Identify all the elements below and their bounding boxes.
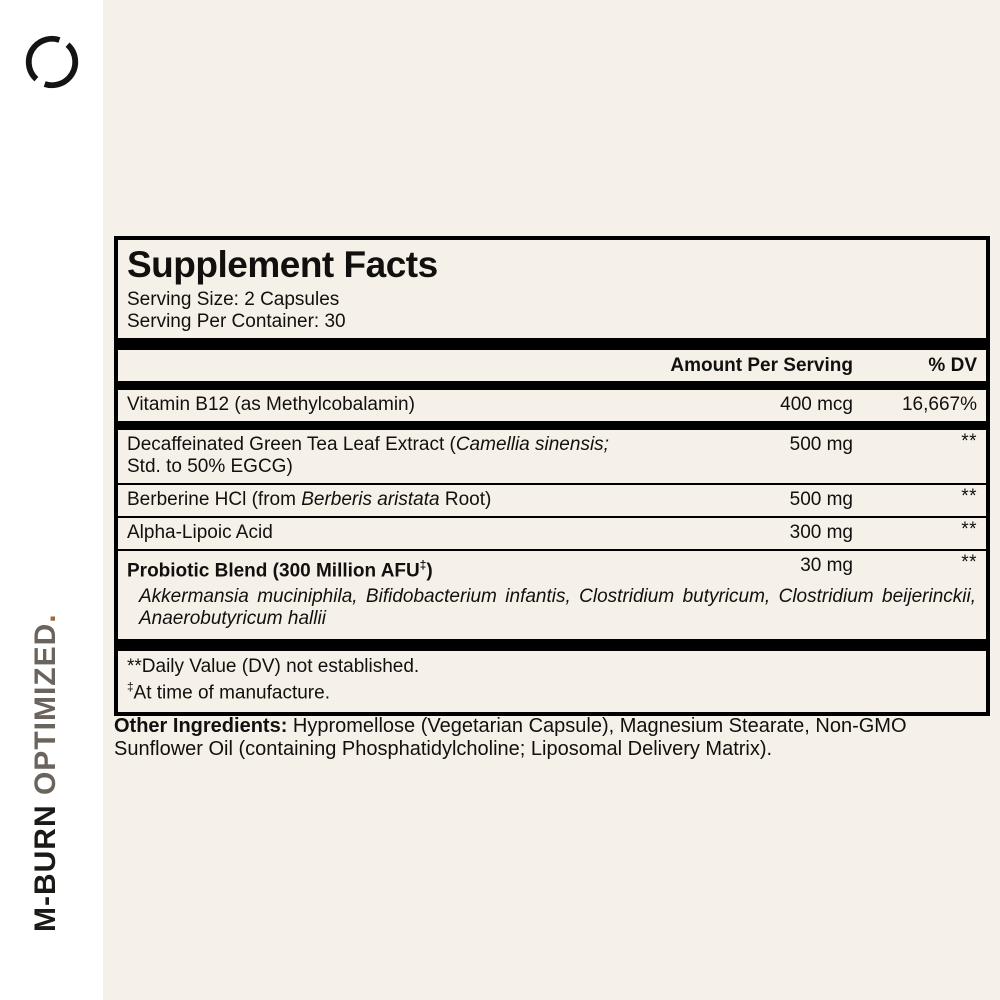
divider-bar-thick [118,338,986,350]
nutrient-name [127,434,653,478]
left-brand-strip [0,0,103,1000]
nutrient-row [127,430,977,483]
footnote-text: At time of manufacture. [133,682,330,704]
nutrient-name-part: Berberine HCl (from [127,489,302,510]
other-ingredients-text: Hypromellose (Vegetarian Capsule), Magnesium Stearate, Non-GMO Sunflower Oil (containing Phosphatidylcholine; Liposomal Delivery Matrix). [114,715,907,760]
nutrient-name [127,522,653,544]
servings-per-container: Serving Per Container: 30 [127,311,346,332]
nutrient-name-part: Root) [439,489,492,510]
facts-rows [127,390,977,639]
footnote-text: Daily Value (DV) not established. [141,656,420,678]
other-ingredients [114,715,992,761]
nutrient-name-part: Berberis aristata [301,489,440,510]
nutrient-name-part: Vitamin B12 (as Methylcobalamin) [127,394,415,415]
nutrient-row [127,551,977,587]
footnote-marker: ‡ [127,681,134,695]
serving-size: Serving Size: 2 Capsules [127,289,340,310]
supplement-facts-panel [114,236,990,716]
column-header-row [127,350,977,381]
brand-suffix: OPTIMIZED [29,622,62,805]
probiotic-species-list: Akkermansia muciniphila, Bifidobacterium infantis, Clostridium butyricum, Clostridium beijerinckii, Anaerobutyricum hallii [139,586,976,630]
nutrient-dv: ** [961,552,977,573]
nutrient-dv: ** [961,519,977,540]
nutrient-name [127,489,653,511]
footnote [127,656,977,677]
nutrient-name-part: Decaffeinated Green Tea Leaf Extract ( [127,434,456,455]
other-ingredients-label: Other Ingredients: [114,715,288,737]
column-header-amount: Amount Per Serving [670,355,853,376]
nutrient-name-part: Alpha-Lipoic Acid [127,522,273,543]
nutrient-amount: 300 mg [789,522,853,543]
nutrient-row [127,518,977,549]
nutrient-dv: 16,667% [901,394,977,415]
divider-bar-medium [118,381,986,390]
broken-circle-logo-icon [21,31,83,98]
brand-period: . [29,613,62,623]
brand-vertical-text [29,613,63,932]
brand-name: M-BURN [29,804,62,932]
column-header-dv: % DV [928,355,977,376]
nutrient-amount: 500 mg [789,489,853,510]
nutrient-amount: 30 mg [800,555,853,576]
nutrient-row [127,390,977,421]
nutrient-name-part: ‡ [419,559,427,572]
divider-bar-thick [118,639,986,651]
nutrient-name [127,555,653,582]
footnote-marker: ** [127,656,142,678]
nutrient-name-part: Probiotic Blend (300 Million AFU [127,560,420,582]
divider-bar-medium [118,421,986,430]
footnotes [127,651,977,706]
nutrient-amount: 500 mg [789,434,853,455]
footnote [127,677,977,703]
nutrient-name-part: Std. to 50% EGCG) [127,456,293,477]
nutrient-dv: ** [961,431,977,452]
nutrient-amount: 400 mcg [780,394,853,415]
nutrient-name-part: ) [426,560,433,582]
panel-title: Supplement Facts [127,244,438,285]
nutrient-row [127,485,977,516]
nutrient-dv: ** [961,486,977,507]
nutrient-name [127,394,653,416]
nutrient-name-part: Camellia sinensis; [455,434,609,455]
